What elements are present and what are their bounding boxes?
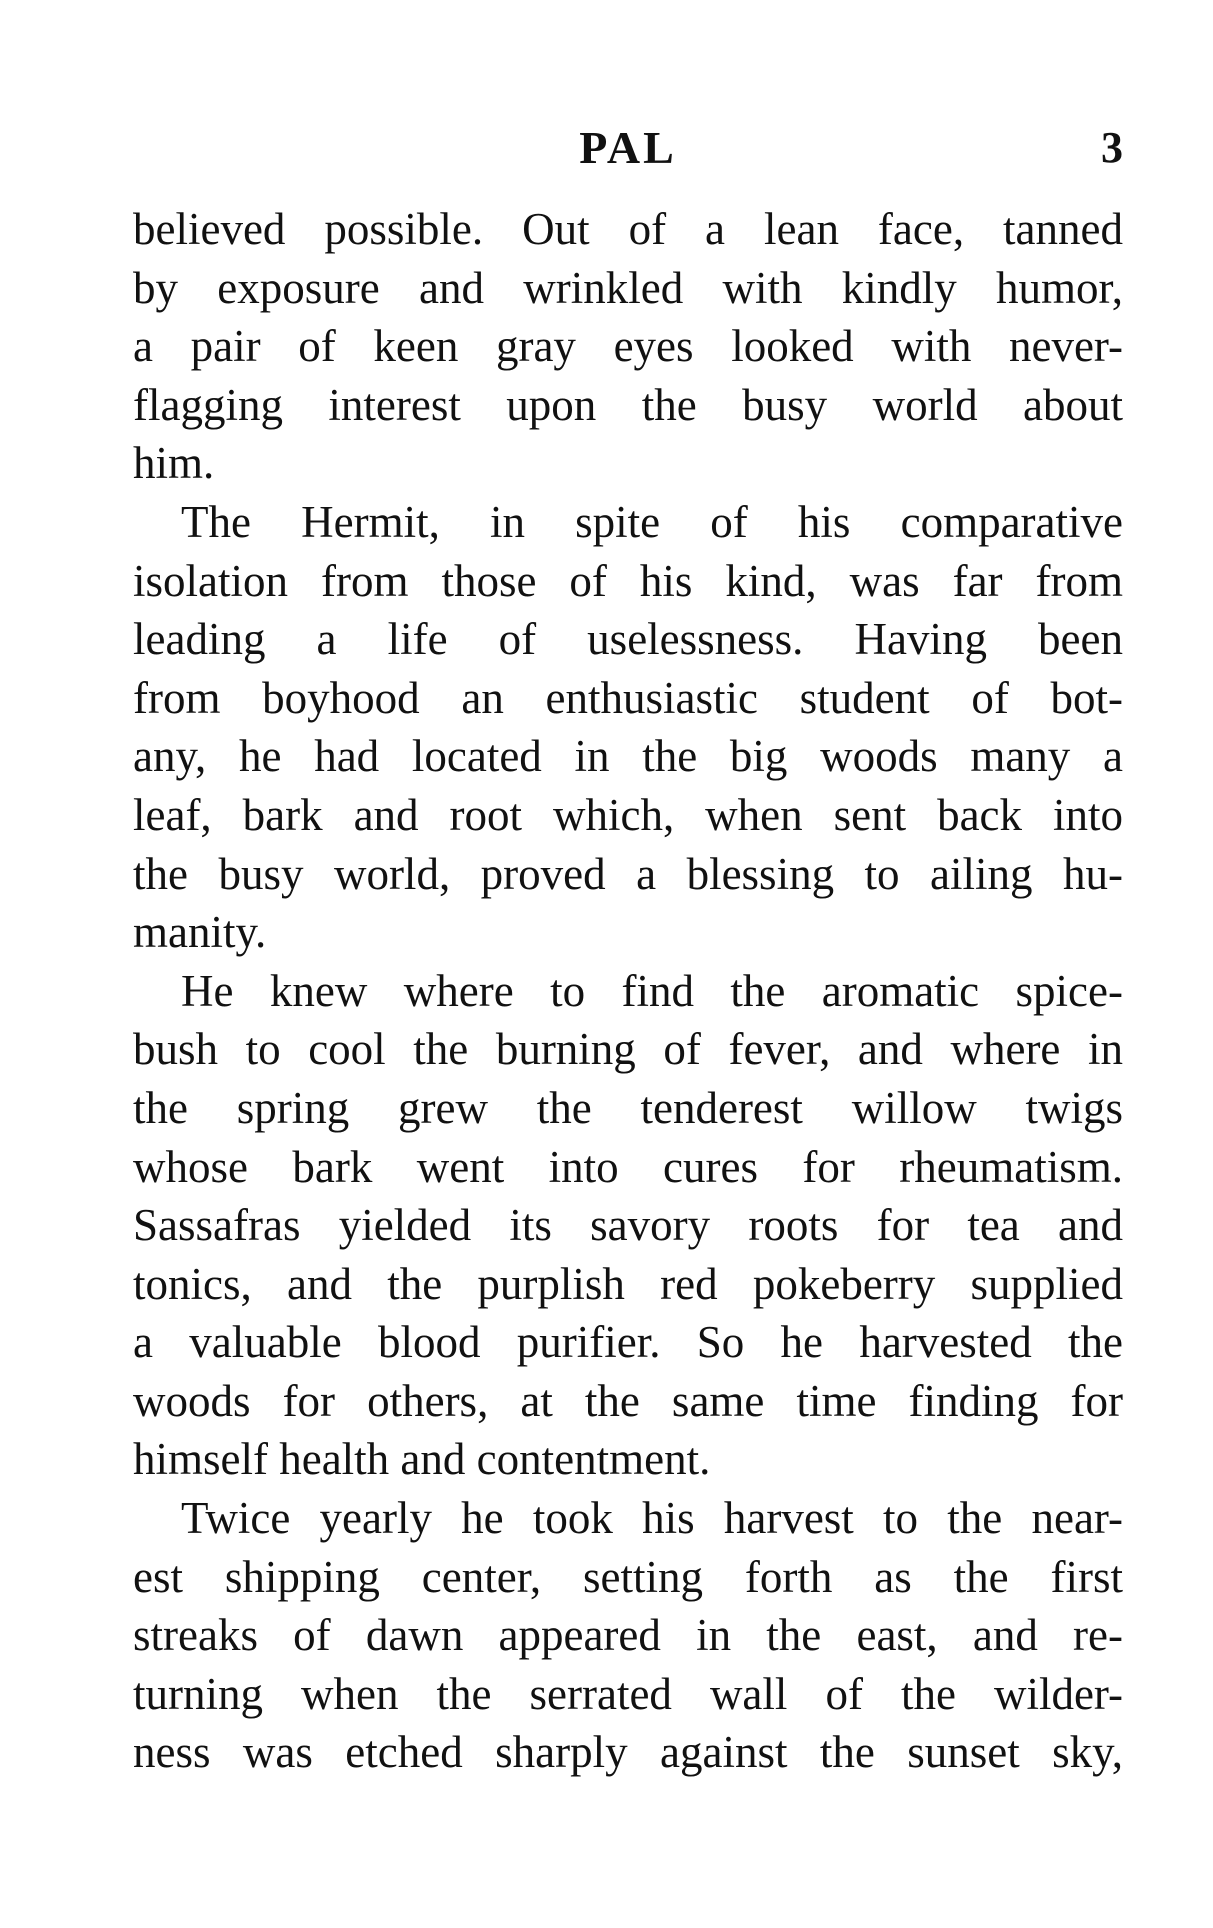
paragraph xyxy=(133,200,1123,493)
text-line: tonics, and the purplish red pokeberry supplied xyxy=(133,1258,1123,1309)
text-line: him. xyxy=(133,438,215,489)
text-line: manity. xyxy=(133,907,267,958)
text-line: whose bark went into cures for rheumatism. xyxy=(133,1141,1123,1192)
text-line: Sassafras yielded its savory roots for tea and xyxy=(133,1200,1123,1251)
text-line: himself health and contentment. xyxy=(133,1434,711,1485)
text-line: any, he had located in the big woods many a xyxy=(133,731,1123,782)
text-line: est shipping center, setting forth as the first xyxy=(133,1551,1123,1602)
paragraph xyxy=(133,493,1123,962)
text-line: a pair of keen gray eyes looked with never- xyxy=(133,321,1123,372)
running-head xyxy=(133,118,1123,178)
text-line: Twice yearly he took his harvest to the near- xyxy=(181,1493,1123,1544)
page-number: 3 xyxy=(1101,123,1123,172)
text-line: bush to cool the burning of fever, and where in xyxy=(133,1024,1123,1075)
text-line: from boyhood an enthusiastic student of bot- xyxy=(133,672,1123,723)
text-line: the busy world, proved a blessing to ailing hu- xyxy=(133,848,1123,899)
text-line: He knew where to find the aromatic spice- xyxy=(181,965,1123,1016)
text-line: The Hermit, in spite of his comparative xyxy=(181,496,1123,547)
running-title: PAL xyxy=(579,122,677,173)
text-line: isolation from those of his kind, was far from xyxy=(133,555,1123,606)
body-text xyxy=(133,200,1123,1782)
paragraph xyxy=(133,1489,1123,1782)
text-line: leading a life of uselessness. Having been xyxy=(133,614,1123,665)
text-line: believed possible. Out of a lean face, tanned xyxy=(133,204,1123,254)
text-line: turning when the serrated wall of the wilder- xyxy=(133,1668,1123,1719)
text-line: flagging interest upon the busy world about xyxy=(133,379,1123,430)
paragraph xyxy=(133,962,1123,1489)
text-line: woods for others, at the same time finding for xyxy=(133,1375,1123,1426)
text-line: by exposure and wrinkled with kindly humor, xyxy=(133,262,1123,313)
text-line: streaks of dawn appeared in the east, and re- xyxy=(133,1610,1123,1661)
text-line: a valuable blood purifier. So he harvested the xyxy=(133,1317,1123,1368)
text-line: ness was etched sharply against the sunset sky, xyxy=(133,1727,1123,1778)
text-line: the spring grew the tenderest willow twigs xyxy=(133,1082,1123,1133)
text-line: leaf, bark and root which, when sent back into xyxy=(133,789,1123,840)
